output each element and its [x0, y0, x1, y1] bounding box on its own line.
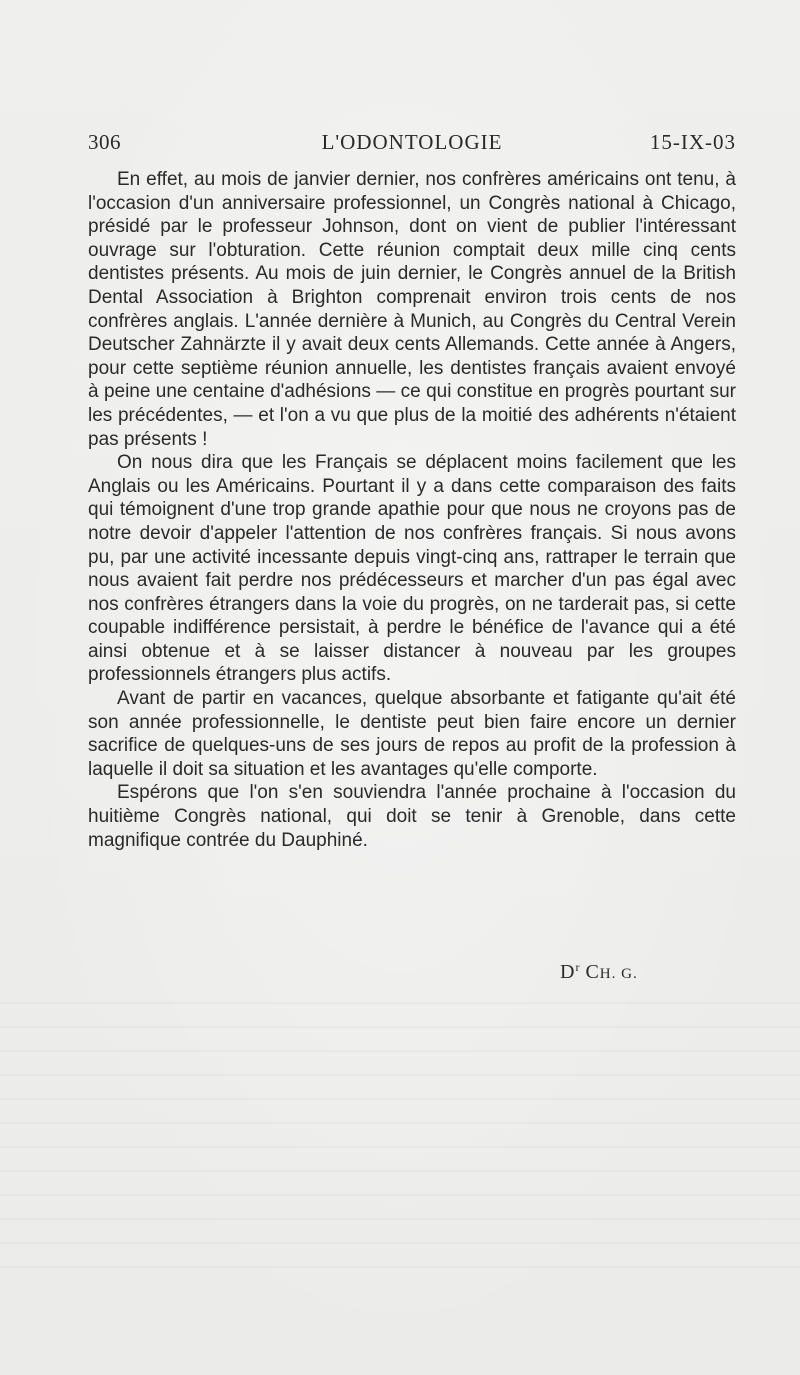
signature-rest: H. G.: [599, 966, 638, 982]
paragraph-4: Espérons que l'on s'en souviendra l'année prochaine à l'occasion du huitième Congrès national, qui doit se tenir à Grenoble, dans cette magnifique contrée du Dauphiné.: [88, 782, 736, 851]
author-signature: [560, 960, 740, 984]
signature-title: D: [560, 961, 576, 983]
journal-title: L'ODONTOLOGIE: [321, 130, 503, 154]
bleed-through-texture: [0, 980, 800, 1280]
signature-title-superscript: r: [575, 960, 580, 974]
paragraph-2: On nous dira que les Français se déplacent moins facilement que les Anglais ou les Américains. Pourtant il y a dans cette comparaison des faits qui témoignent d'une trop grande apathie pour que nous ne croyons pas de notre devoir d'appeler l'attention de nos confrères français. Si nous avons pu, par une activité incessante depuis vingt-cinq ans, rattraper le terrain que nous avaient fait perdre nos prédécesseurs et marcher d'un pas égal avec nos confrères étrangers dans la voie du progrès, on ne tarderait pas, si cette coupable indifférence persistait, à perdre le bénéfice de l'avance qui a été ainsi obtenue et à se laisser distancer à nouveau par les groupes professionnels étrangers plus actifs.: [88, 452, 736, 686]
running-header: [88, 130, 736, 160]
page-number: 306: [88, 130, 121, 154]
issue-date: 15-IX-03: [649, 130, 736, 154]
paragraph-1: En effet, au mois de janvier dernier, nos confrères américains ont tenu, à l'occasion d'un anniversaire professionnel, un Congrès national à Chicago, présidé par le professeur Johnson, dont on vient de publier l'intéressant ouvrage sur l'obturation. Cette réunion comptait deux mille cinq cents dentistes présents. Au mois de juin dernier, le Congrès annuel de la British Dental Association à Brighton comprenait environ trois cents de nos confrères anglais. L'année dernière à Munich, au Congrès du Central Verein Deutscher Zahnärzte il y avait deux cents Allemands. Cette année à Angers, pour cette septième réunion annuelle, les dentistes français avaient envoyé à peine une centaine d'adhésions — ce qui constitue en progrès pourtant sur les précédentes, — et l'on a vu que plus de la moitié des adhérents n'étaient pas présents !: [88, 169, 736, 450]
paragraph-3: Avant de partir en vacances, quelque absorbante et fatigante qu'ait été son année professionnelle, le dentiste peut bien faire encore un dernier sacrifice de quelques-uns de ses jours de repos au profit de la profession à laquelle il doit sa situation et les avantages qu'elle comporte.: [88, 688, 736, 780]
signature-initial: C: [585, 961, 600, 983]
article-body: [88, 168, 736, 852]
